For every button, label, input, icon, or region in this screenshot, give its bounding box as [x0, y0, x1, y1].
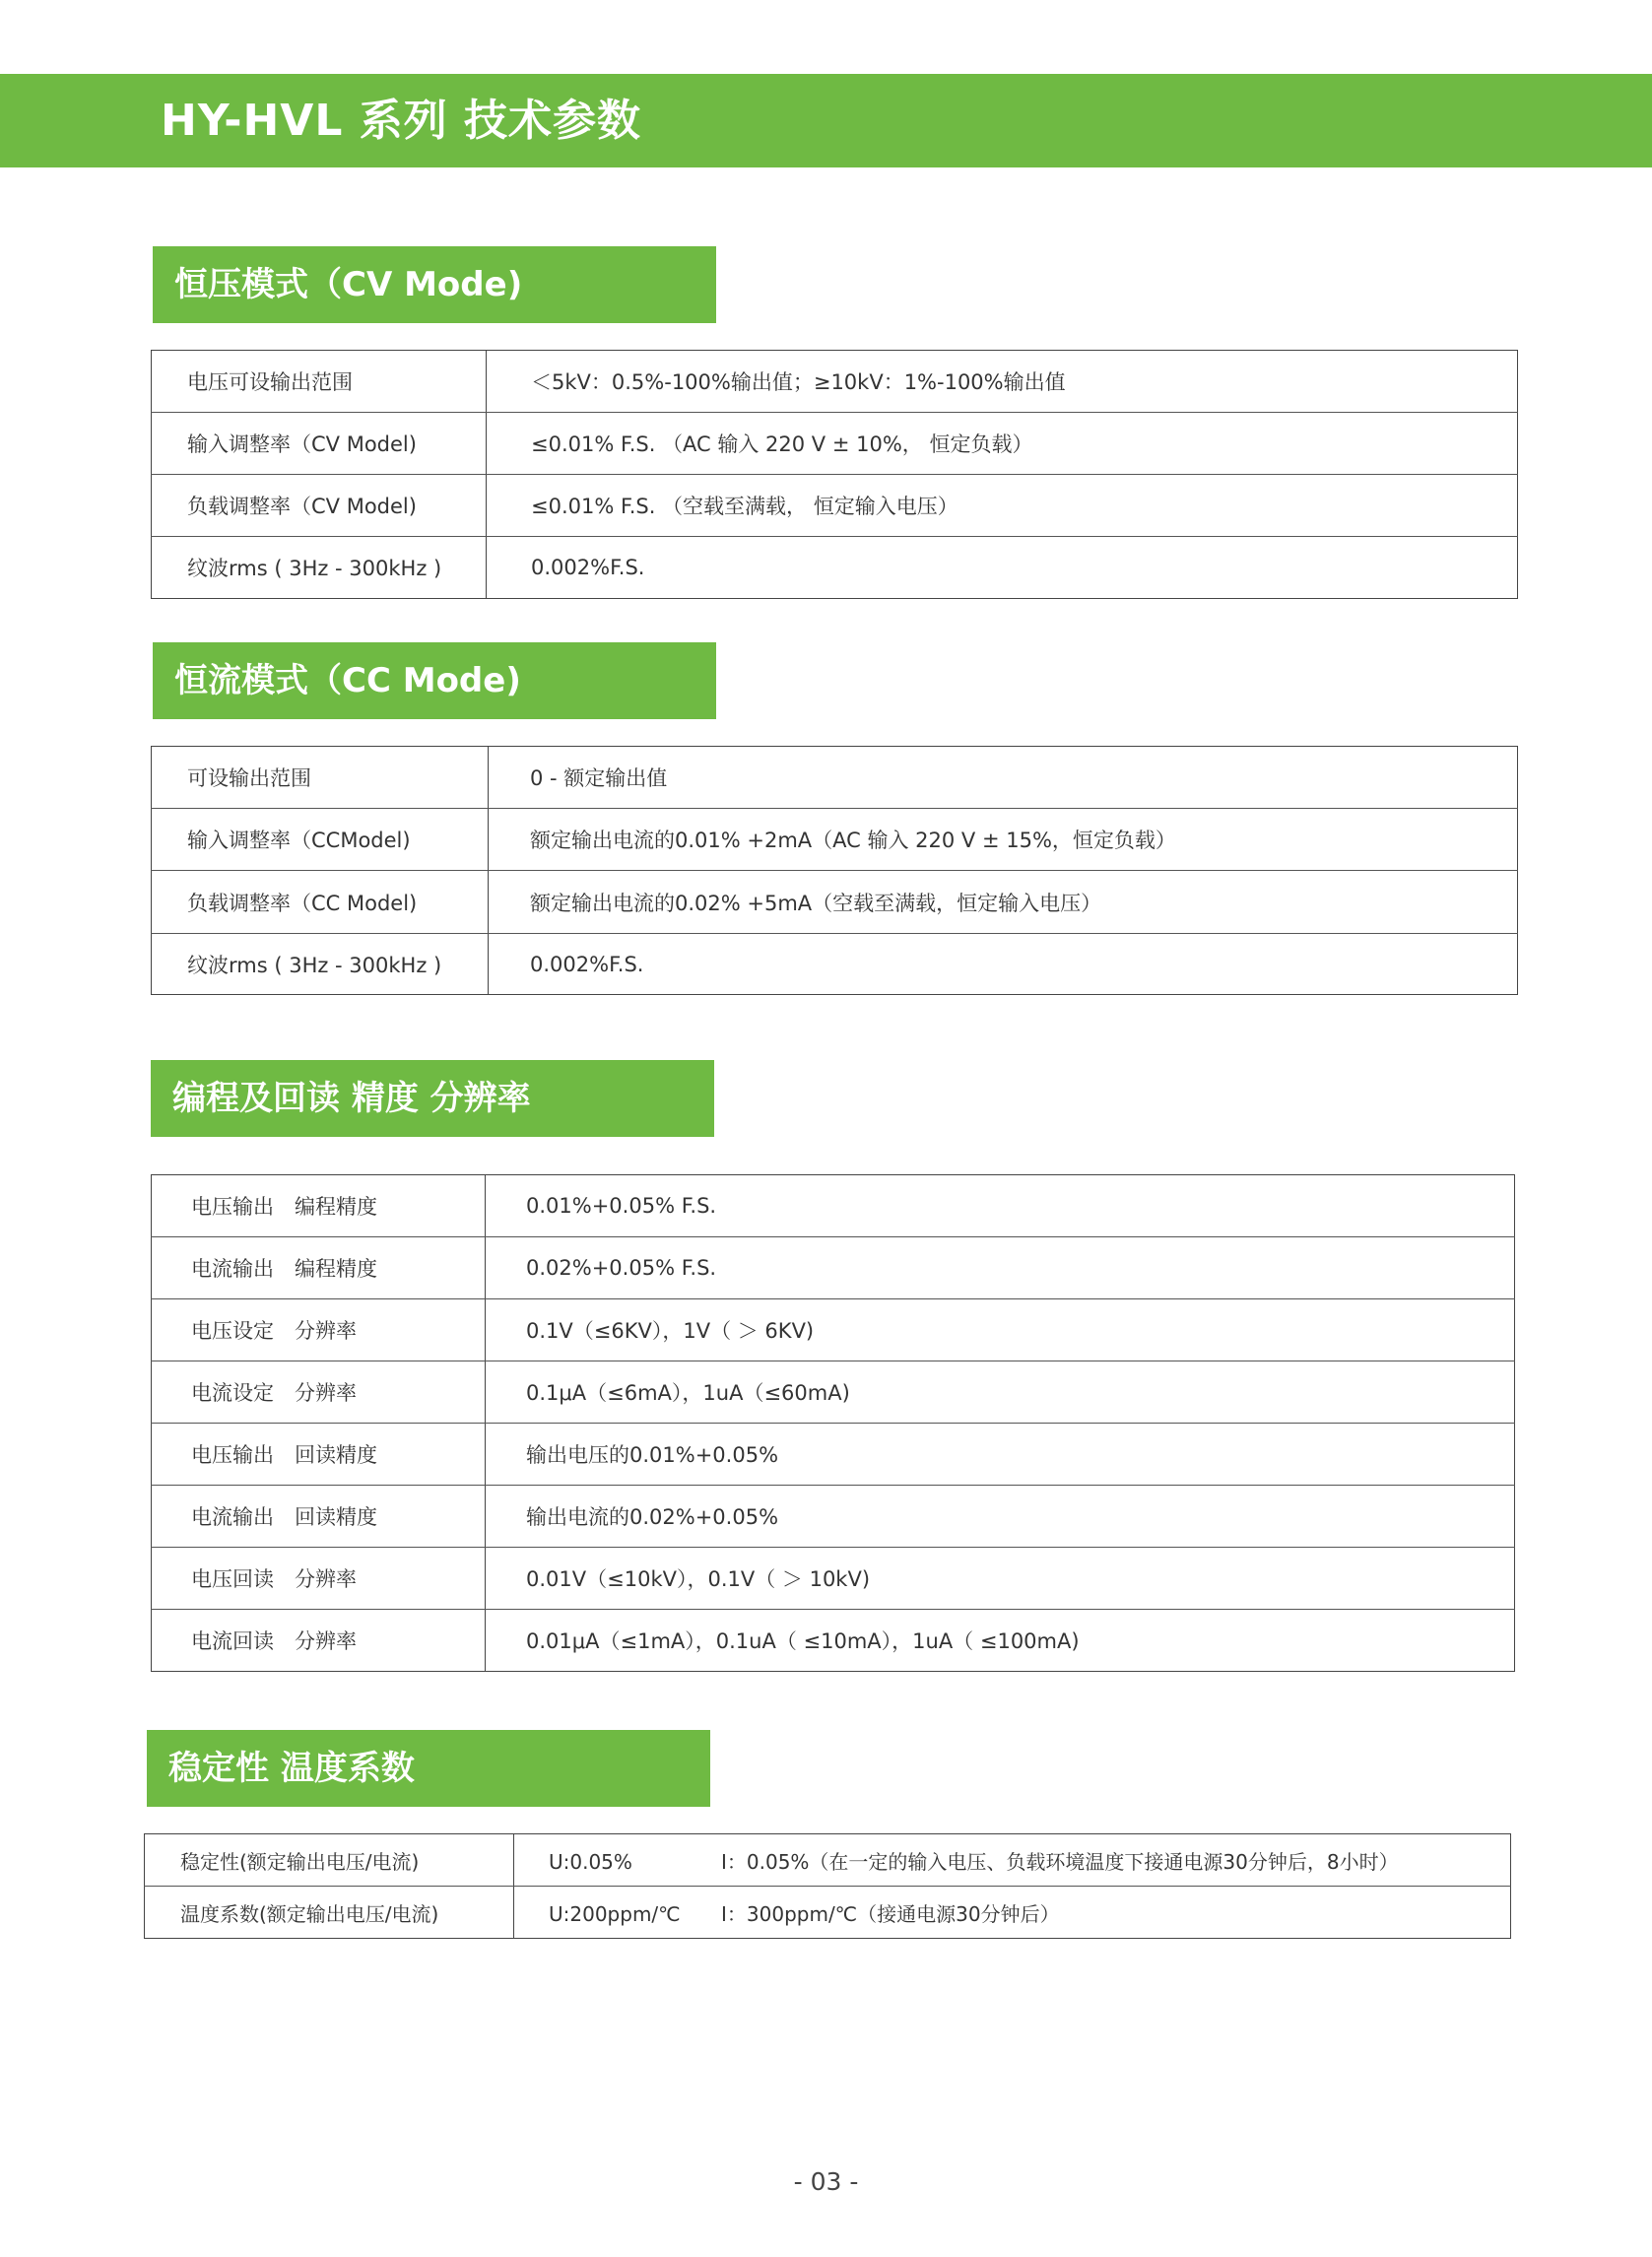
prog-spec-table [151, 1174, 1515, 1672]
row-value: 0.002%F.S. [487, 537, 1518, 599]
row-value: 0.1V（≤6KV），1V（ ＞ 6KV) [486, 1299, 1515, 1361]
row-value: 额定输出电流的0.01% +2mA（AC 输入 220 V ± 15%，恒定负载） [489, 809, 1518, 871]
row-label: 电压回读 分辨率 [152, 1548, 486, 1610]
table-row [152, 871, 1518, 934]
row-label: 可设输出范围 [152, 747, 489, 809]
row-label: 负载调整率（CC Model) [152, 871, 489, 934]
row-label: 负载调整率（CV Model) [152, 475, 487, 537]
cc-section-heading: 恒流模式（CC Mode) [153, 642, 716, 719]
row-label: 电压输出 编程精度 [152, 1175, 486, 1237]
cv-spec-table [151, 350, 1518, 599]
stab-section-heading: 稳定性 温度系数 [147, 1730, 710, 1807]
table-row [152, 1486, 1515, 1548]
table-row [152, 1610, 1515, 1672]
row-value: 0.01V（≤10kV），0.1V（ ＞ 10kV) [486, 1548, 1515, 1610]
row-label: 稳定性(额定输出电压/电流) [145, 1834, 514, 1887]
row-label: 电流输出 编程精度 [152, 1237, 486, 1299]
table-row [152, 351, 1518, 413]
table-row [152, 413, 1518, 475]
row-label: 输入调整率（CV Model) [152, 413, 487, 475]
row-value: ≤0.01% F.S. （AC 输入 220 V ± 10%， 恒定负载） [487, 413, 1518, 475]
row-label: 电流设定 分辨率 [152, 1361, 486, 1424]
table-row [152, 537, 1518, 599]
row-label: 纹波rms ( 3Hz - 300kHz ) [152, 934, 489, 995]
prog-section-heading: 编程及回读 精度 分辨率 [151, 1060, 714, 1137]
cv-section-heading: 恒压模式（CV Mode) [153, 246, 716, 323]
header-bar [0, 74, 1652, 167]
table-row [152, 1548, 1515, 1610]
stab-spec-table [144, 1833, 1511, 1939]
row-value: 0.02%+0.05% F.S. [486, 1237, 1515, 1299]
table-row [152, 1424, 1515, 1486]
table-row [145, 1887, 1511, 1939]
table-row [152, 1299, 1515, 1361]
table-row [152, 747, 1518, 809]
row-value: ≤0.01% F.S. （空载至满载， 恒定输入电压） [487, 475, 1518, 537]
row-label: 输入调整率（CCModel) [152, 809, 489, 871]
page-number: - 03 - [793, 2167, 859, 2196]
row-label: 电流输出 回读精度 [152, 1486, 486, 1548]
current-value: I：0.05%（在一定的输入电压、负载环境温度下接通电源30分钟后，8小时） [721, 1849, 1399, 1874]
row-value: ＜5kV：0.5%-100%输出值；≥10kV：1%-100%输出值 [487, 351, 1518, 413]
row-value: 输出电流的0.02%+0.05% [486, 1486, 1515, 1548]
current-value: I：300ppm/℃（接通电源30分钟后） [721, 1901, 1060, 1926]
page-title: HY-HVL 系列 技术参数 [161, 96, 642, 146]
voltage-value: U:0.05% [549, 1849, 632, 1874]
voltage-value: U:200ppm/℃ [549, 1901, 681, 1926]
table-row [145, 1834, 1511, 1887]
row-value: 0.1μA（≤6mA），1uA（≤60mA) [486, 1361, 1515, 1424]
table-row [152, 934, 1518, 995]
table-row [152, 475, 1518, 537]
table-row [152, 1175, 1515, 1237]
cc-spec-table [151, 746, 1518, 995]
row-value: 输出电压的0.01%+0.05% [486, 1424, 1515, 1486]
row-value: 0.01μA（≤1mA），0.1uA（ ≤10mA），1uA（ ≤100mA) [486, 1610, 1515, 1672]
row-value: 0.01%+0.05% F.S. [486, 1175, 1515, 1237]
row-value [514, 1887, 1511, 1939]
row-label: 温度系数(额定输出电压/电流) [145, 1887, 514, 1939]
row-label: 电流回读 分辨率 [152, 1610, 486, 1672]
table-row [152, 1237, 1515, 1299]
row-label: 电压可设输出范围 [152, 351, 487, 413]
row-value: 额定输出电流的0.02% +5mA（空载至满载，恒定输入电压） [489, 871, 1518, 934]
table-row [152, 1361, 1515, 1424]
row-value: 0 - 额定输出值 [489, 747, 1518, 809]
row-label: 电压输出 回读精度 [152, 1424, 486, 1486]
row-label: 纹波rms ( 3Hz - 300kHz ) [152, 537, 487, 599]
row-value: 0.002%F.S. [489, 934, 1518, 995]
table-row [152, 809, 1518, 871]
row-label: 电压设定 分辨率 [152, 1299, 486, 1361]
row-value [514, 1834, 1511, 1887]
